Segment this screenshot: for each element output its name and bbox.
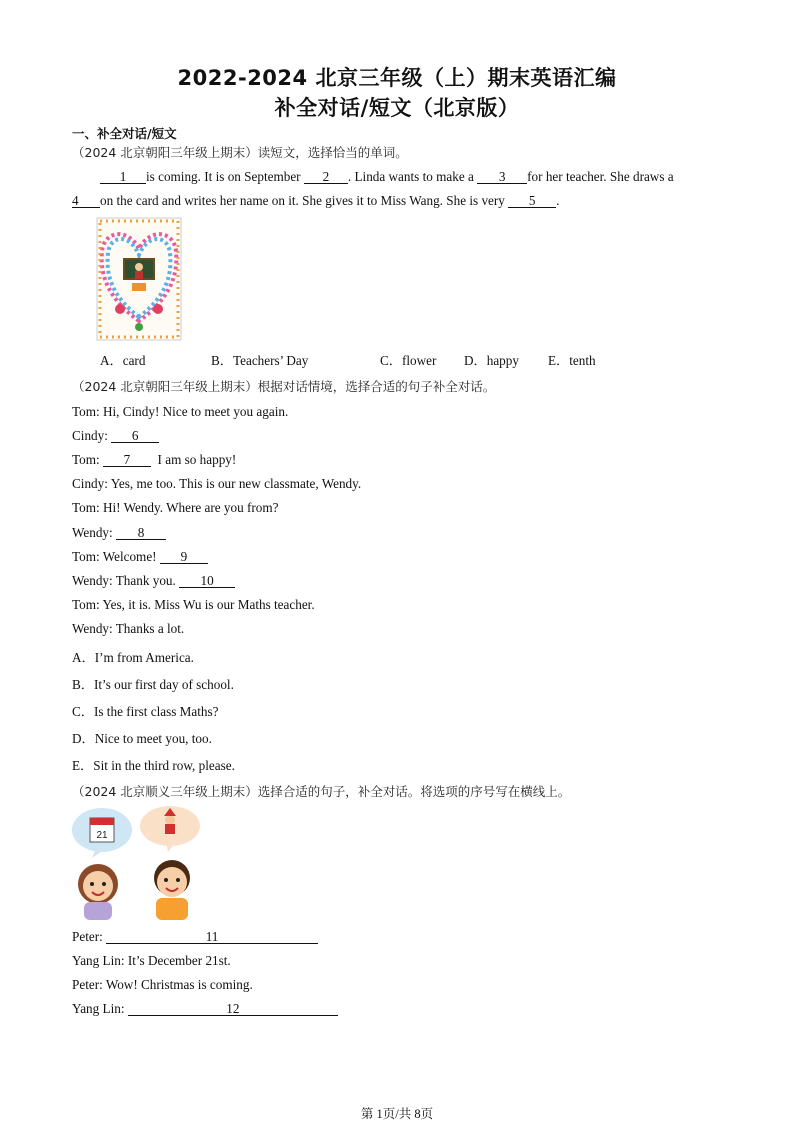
blank-7[interactable]: 7: [103, 453, 151, 467]
dialogue-line: Wendy: 8: [72, 525, 166, 541]
dialogue-line: Peter: 11: [72, 929, 318, 945]
dialogue-line: Cindy: Yes, me too. This is our new classmate, Wendy.: [72, 476, 362, 491]
teachers-day-card-image: [96, 217, 182, 341]
blank-2[interactable]: 2: [304, 170, 348, 184]
q2-option-e: E．Sit in the third row, please.: [72, 758, 235, 773]
q2-option-a: A．I’m from America.: [72, 650, 194, 665]
dialogue-line: Tom: Hi, Cindy! Nice to meet you again.: [72, 404, 289, 419]
blank-6[interactable]: 6: [111, 429, 159, 443]
q2-option-c: C．Is the first class Maths?: [72, 704, 219, 719]
dialogue-line: Wendy: Thank you. 10: [72, 573, 235, 589]
dialogue-line: Tom: Welcome! 9: [72, 549, 208, 565]
dialogue-line: Peter: Wow! Christmas is coming.: [72, 977, 253, 992]
q1-option-a: A．card: [100, 353, 146, 368]
q1-option-b: B．Teachers’ Day: [211, 353, 309, 368]
q2-source: （2024 北京朝阳三年级上期末）根据对话情境，选择合适的句子补全对话。: [72, 379, 496, 394]
dialogue-line: Tom: 7 I am so happy!: [72, 452, 237, 467]
blank-5[interactable]: 5: [508, 194, 556, 208]
q1-passage-line1: 1 is coming. It is on September 2 . Linda wants to make a 3 for her teacher. She draws a: [100, 169, 674, 185]
q1-option-c: C．flower: [380, 353, 437, 368]
blank-1[interactable]: 1: [100, 170, 146, 184]
q1-source: （2024 北京朝阳三年级上期末）读短文，选择恰当的单词。: [72, 145, 408, 160]
blank-3[interactable]: 3: [477, 170, 527, 184]
page-title: 2022-2024 北京三年级（上）期末英语汇编: [177, 66, 617, 90]
blank-10[interactable]: 10: [179, 574, 235, 588]
page-number: 第 1页/共 8页: [360, 1107, 434, 1121]
blank-12[interactable]: 12: [128, 1002, 338, 1016]
blank-11[interactable]: 11: [106, 930, 318, 944]
q2-option-b: B．It’s our first day of school.: [72, 677, 234, 692]
dialogue-line: Yang Lin: It’s December 21st.: [72, 953, 231, 968]
dialogue-line: Tom: Hi! Wendy. Where are you from?: [72, 500, 279, 515]
q1-option-d: D．happy: [464, 353, 519, 368]
page-subtitle: 补全对话/短文（北京版）: [274, 96, 520, 120]
q1-option-e: E．tenth: [548, 353, 596, 368]
blank-8[interactable]: 8: [116, 526, 166, 540]
dialogue-line: Yang Lin: 12: [72, 1001, 338, 1017]
q2-option-d: D．Nice to meet you, too.: [72, 731, 212, 746]
dialogue-line: Cindy: 6: [72, 428, 159, 444]
dialogue-line: Tom: Yes, it is. Miss Wu is our Maths teacher.: [72, 597, 315, 612]
q1-passage-line2: 4 on the card and writes her name on it. She gives it to Miss Wang. She is very 5 .: [72, 193, 560, 208]
q3-source: （2024 北京顺义三年级上期末）选择合适的句子，补全对话。将选项的序号写在横线上。: [72, 784, 571, 799]
section-heading: 一、补全对话/短文: [72, 126, 177, 141]
dialogue-line: Wendy: Thanks a lot.: [72, 621, 185, 636]
blank-9[interactable]: 9: [160, 550, 208, 564]
blank-4[interactable]: 4: [72, 194, 100, 208]
kids-christmas-image: [70, 806, 202, 922]
calendar-number: 21: [96, 830, 108, 841]
